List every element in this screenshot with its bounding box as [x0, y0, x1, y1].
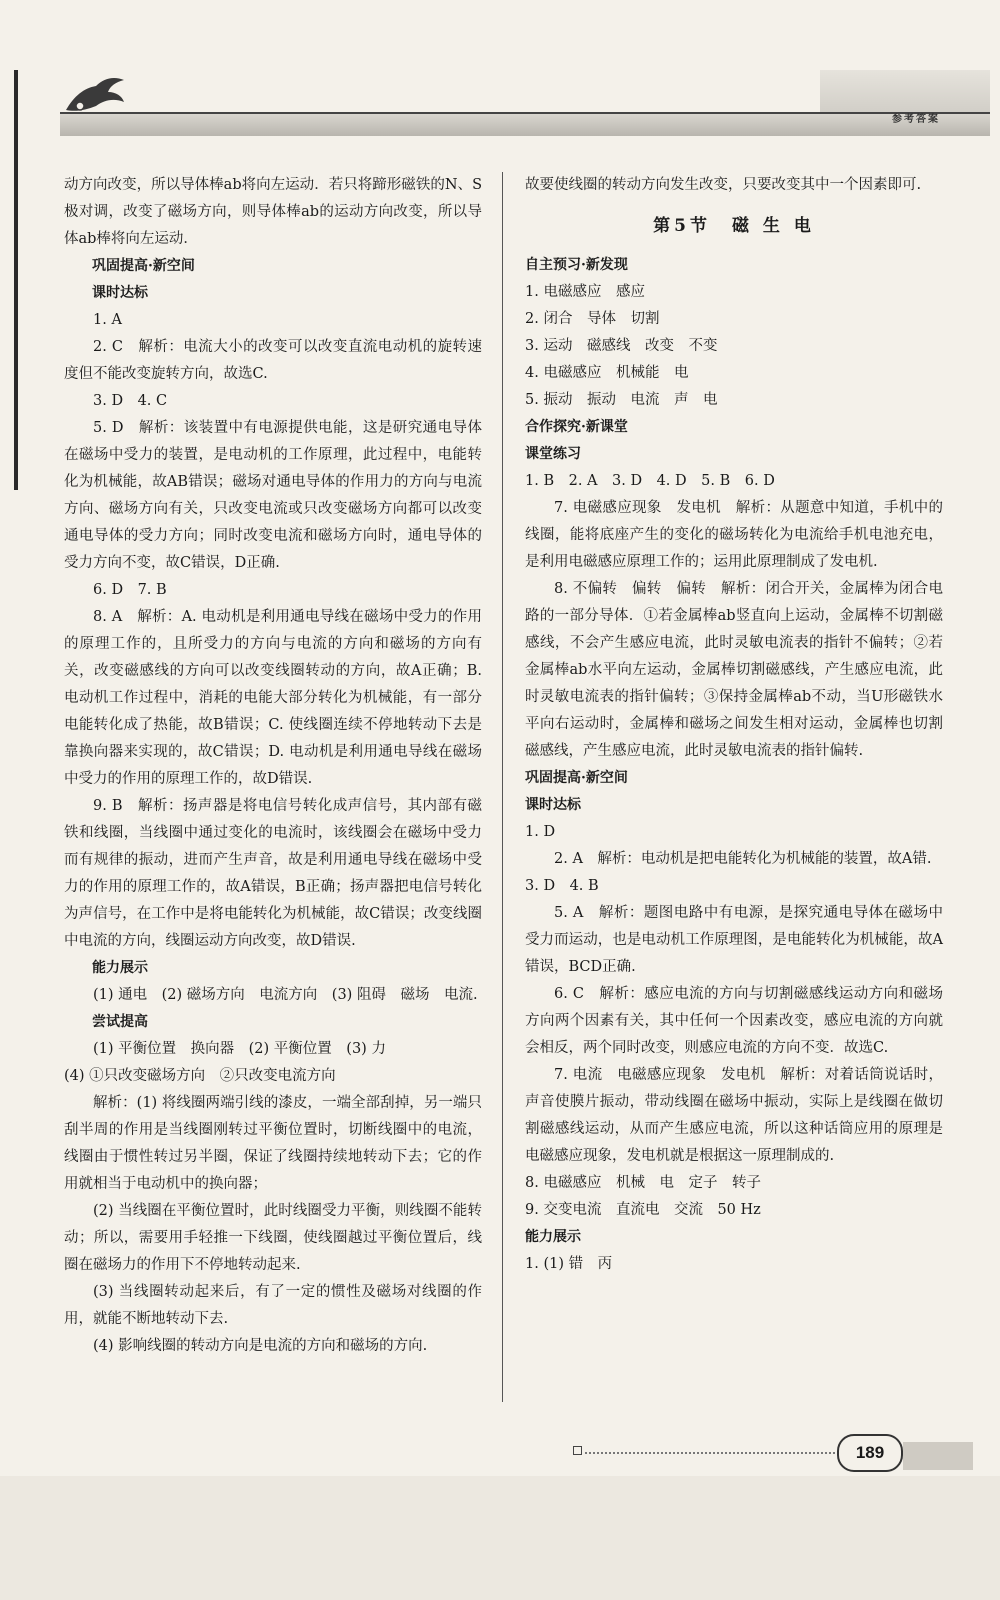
answer-line: (4) ①只改变磁场方向 ②只改变电流方向 [64, 1068, 336, 1084]
answer-paragraph: (2) 当线圈在平衡位置时，此时线圈受力平衡，则线圈不能转动；所以，需要用手轻推一下线圈，使线圈越过平衡位置后，线圈在磁场力的作用下不停地转动起来. [64, 1203, 482, 1273]
answer-paragraph: 2. C 解析：电流大小的改变可以改变直流电动机的旋转速度但不能改变旋转方向，故选C. [64, 339, 482, 382]
header-band [60, 112, 990, 136]
answer-paragraph: (3) 当线圈转动起来后，有了一定的惯性及磁场对线圈的作用，就能不断地转动下去. [64, 1284, 482, 1327]
section-title: 第5节 磁 生 电 [653, 216, 815, 236]
answer-line: 4. 电磁感应 机械能 电 [525, 365, 689, 381]
answer-paragraph: 7. 电流 电磁感应现象 发电机 解析：对着话筒说话时，声音使膜片振动，带动线圈在磁场中振动，实际上是线圈在做切割磁感线运动，从而产生感应电流，所以这种话筒应用的原理是电磁感应现象，发电机就是根据这一原理制成的. [525, 1067, 943, 1164]
page-number: 189 [837, 1434, 903, 1472]
answer-line: (1) 平衡位置 换向器 (2) 平衡位置 (3) 力 [93, 1041, 386, 1057]
subheading: 课时达标 [525, 797, 581, 813]
footer-band [0, 1476, 1000, 1600]
answer-paragraph: 2. A 解析：电动机是把电能转化为机械能的装置，故A错. [554, 851, 932, 867]
answer-line: 3. D 4. C [93, 393, 168, 409]
answer-line: 1. B 2. A 3. D 4. D 5. B 6. D [525, 473, 775, 489]
answer-paragraph: 8. A 解析：A. 电动机是利用通电导线在磁场中受力的作用的原理工作的，且所受力的方向与电流的方向和磁场的方向有关，改变磁感线的方向可以改变线圈转动的方向，故A正确；B. 电动机工作过程中，消耗的电能大部分转化为机械能，有一部分电能转化成了热能，故B错误；C. 使线圈连续不停地转动下去是靠换向器来实现的，故C错误；D. 电动机是利用通电导线在磁场中受力的作用的原理工作的，故D错误. [64, 609, 482, 787]
header-label: 参考答案 [892, 114, 940, 125]
dotted-leader [585, 1452, 835, 1454]
subheading: 自主预习·新发现 [525, 257, 628, 273]
answer-line: 1. D [525, 824, 556, 840]
answer-line: 3. D 4. B [525, 878, 599, 894]
answer-line: 2. 闭合 导体 切割 [525, 311, 660, 327]
answer-paragraph: 5. A 解析：题图电路中有电源，是探究通电导体在磁场中受力而运动，也是电动机工作原理图，是电能转化为机械能，故A错误，BCD正确. [525, 905, 943, 975]
subheading: 课时达标 [92, 285, 148, 301]
answer-paragraph: 7. 电磁感应现象 发电机 解析：从题意中知道，手机中的线圈，能将底座产生的变化的磁场转化为电流给手机电池充电，是利用电磁感应原理工作的；运用此原理制成了发电机. [525, 500, 943, 570]
answer-line: 8. 电磁感应 机械 电 定子 转子 [525, 1175, 761, 1191]
answer-line: 6. D 7. B [93, 582, 167, 598]
subheading: 合作探究·新课堂 [525, 419, 628, 435]
answer-paragraph: 5. D 解析：该装置中有电源提供电能，这是研究通电导体在磁场中受力的装置，是电动机的工作原理，此过程中，电能转化为机械能，故AB错误；磁场对通电导体的作用力的方向与电流方向、磁场方向有关，只改变电流或只改变磁场方向都可以改变通电导体的受力方向；同时改变电流和磁场方向时，通电导体的受力方向不变，故C错误，D正确. [64, 420, 482, 571]
answer-paragraph: (1) 通电 (2) 磁场方向 电流方向 (3) 阻碍 磁场 电流. [93, 987, 478, 1003]
square-marker-icon [573, 1446, 582, 1455]
answer-paragraph: 8. 不偏转 偏转 偏转 解析：闭合开关，金属棒为闭合电路的一部分导体．①若金属棒ab竖直向上运动，金属棒不切割磁感线，不会产生感应电流，此时灵敏电流表的指针不偏转；②若金属棒ab水平向左运动，金属棒切割磁感线，产生感应电流，此时灵敏电流表的指针偏转；③保持金属棒ab不动，当U形磁铁水平向右运动时，金属棒和磁场之间发生相对运动，金属棒也切割磁感线，产生感应电流，此时灵敏电流表的指针偏转. [525, 581, 943, 759]
left-column [64, 172, 482, 1360]
answer-line: 1. A [93, 312, 122, 328]
answer-line: 3. 运动 磁感线 改变 不变 [525, 338, 718, 354]
answer-line: 1. 电磁感应 感应 [525, 284, 645, 300]
paragraph: 动方向改变，所以导体棒ab将向左运动．若只将蹄形磁铁的N、S极对调，改变了磁场方向，则导体棒ab的运动方向改变，所以导体ab棒将向左运动． [64, 177, 482, 247]
subheading: 巩固提高·新空间 [92, 258, 195, 274]
page-number-area [585, 1432, 985, 1476]
subheading: 巩固提高·新空间 [525, 770, 628, 786]
page-number-tab [903, 1442, 973, 1470]
right-column [525, 172, 943, 1278]
answer-paragraph: 9. B 解析：扬声器是将电信号转化成声信号，其内部有磁铁和线圈，当线圈中通过变化的电流时，该线圈会在磁场中受力而有规律的振动，进而产生声音，故是利用通电导线在磁场中受力的作用的原理工作的，故A错误，B正确；扬声器把电信号转化为声信号，在工作中是将电能转化为机械能，故C错误；改变线圈中电流的方向，线圈运动方向改变，故D错误. [64, 798, 482, 949]
answer-paragraph: 6. C 解析：感应电流的方向与切割磁感线运动方向和磁场方向两个因素有关，其中任何一个因素改变，感应电流的方向就会相反，两个同时改变，则感应电流的方向不变．故选C. [525, 986, 943, 1056]
subheading: 课堂练习 [525, 446, 581, 462]
subheading: 能力展示 [525, 1229, 581, 1245]
answer-paragraph: (4) 影响线圈的转动方向是电流的方向和磁场的方向. [93, 1338, 428, 1354]
left-edge-rule [14, 70, 18, 490]
answer-line: 5. 振动 振动 电流 声 电 [525, 392, 718, 408]
column-divider [502, 172, 503, 1402]
paragraph: 故要使线圈的转动方向发生改变，只要改变其中一个因素即可. [525, 177, 922, 193]
subheading: 能力展示 [92, 960, 148, 976]
subheading: 尝试提高 [92, 1014, 148, 1030]
answer-paragraph: 解析：(1) 将线圈两端引线的漆皮，一端全部刮掉，另一端只刮半周的作用是当线圈刚转过平衡位置时，切断线圈中的电流，线圈由于惯性转过另半圈，保证了线圈持续地转动下去；它的作用就相当于电动机中的换向器； [64, 1095, 482, 1192]
answer-line: 1. (1) 错 丙 [525, 1256, 613, 1272]
answer-line: 9. 交变电流 直流电 交流 50 Hz [525, 1202, 761, 1218]
bird-logo-icon [60, 70, 130, 118]
